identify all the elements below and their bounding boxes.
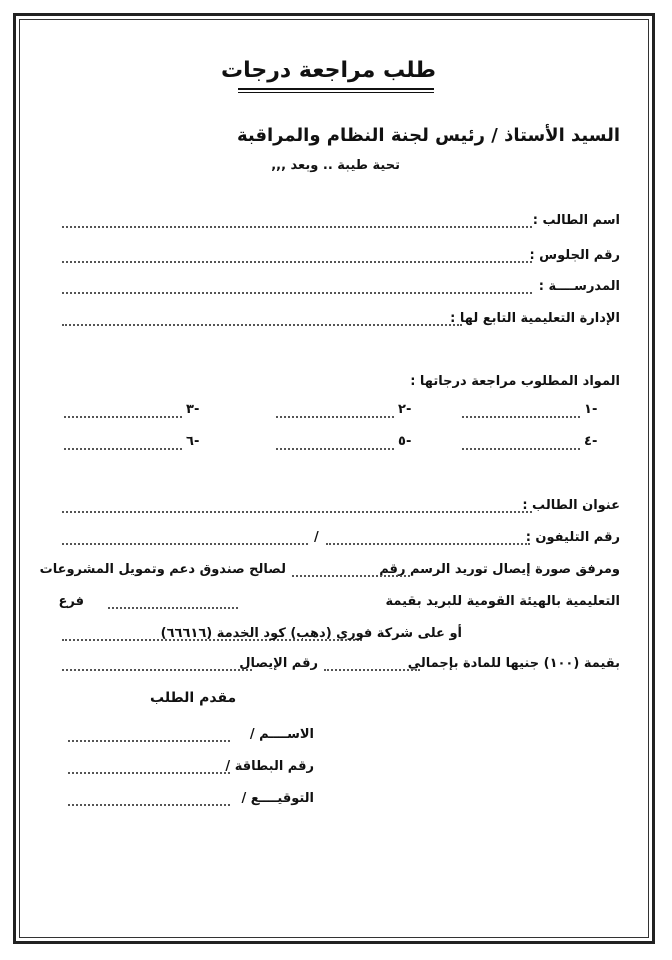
student-name-label: اسم الطالب : [532,213,620,228]
subject-field-1[interactable] [462,416,580,418]
subject-number-5: ٥- [398,434,412,449]
seat-number-label: رقم الجلوس : [529,248,620,263]
total-field[interactable] [324,669,420,671]
subject-field-6[interactable] [64,448,182,450]
address-label: عنوان الطالب : [522,498,620,513]
school-field[interactable] [62,292,532,294]
amount-text: بقيمة (١٠٠) جنيها للمادة بإجمالي [407,656,620,671]
subject-number-6: ٦- [186,434,200,449]
subject-number-1: ١- [584,402,598,417]
receipt-text-end: لصالح صندوق دعم وتمويل المشروعات [39,562,286,577]
inner-border [19,19,649,938]
phone-separator: / [314,530,319,545]
signature-label: التوقيــــع / [241,791,314,806]
admin-label: الإدارة التعليمية التابع لها : [450,311,620,326]
seat-number-field[interactable] [62,261,532,263]
title-underline-thin [238,92,434,93]
phone-field-2[interactable] [62,543,308,545]
student-name-field[interactable] [62,226,532,228]
subject-number-4: ٤- [584,434,598,449]
applicant-name-field[interactable] [68,740,230,742]
payment-line-2a: التعليمية بالهيئة القومية للبريد بقيمة [385,594,620,609]
applicant-name-label: الاســــم / [249,727,314,742]
receipt-no-field[interactable] [62,669,252,671]
phone-field-1[interactable] [326,543,530,545]
addressee-line: السيد الأستاذ / رئيس لجنة النظام والمراقبة [236,125,620,146]
admin-field[interactable] [62,324,462,326]
subjects-heading: المواد المطلوب مراجعة درجاتها : [410,374,620,389]
school-label: المدرســــة : [538,279,620,294]
receipt-number-label: رقم الإيصال [239,656,318,671]
applicant-heading: مقدم الطلب [150,690,237,706]
subject-field-3[interactable] [64,416,182,418]
signature-field[interactable] [68,804,230,806]
payment-line-3: أو على شركة فوري (دهب) كود الخدمة (٦٦٦١٦) [160,626,462,641]
address-field[interactable] [62,511,532,513]
id-card-field[interactable] [68,772,230,774]
greeting-line: تحية طيبة .. وبعد ,,, [271,158,400,173]
title-underline [238,88,434,90]
form-title: طلب مراجعة درجات [221,58,436,83]
id-card-label: رقم البطاقة / [225,759,314,774]
subject-field-2[interactable] [276,416,394,418]
subject-number-2: ٢- [398,402,412,417]
subject-number-3: ٣- [186,402,200,417]
phone-label: رقم التليفون : [525,530,620,545]
subject-field-4[interactable] [462,448,580,450]
subject-field-5[interactable] [276,448,394,450]
branch-field[interactable] [108,607,238,609]
payment-branch-label: فرع [58,594,84,609]
receipt-text-start: ومرفق صورة إيصال توريد الرسم رقم [379,562,620,577]
receipt-number-field[interactable] [292,575,410,577]
